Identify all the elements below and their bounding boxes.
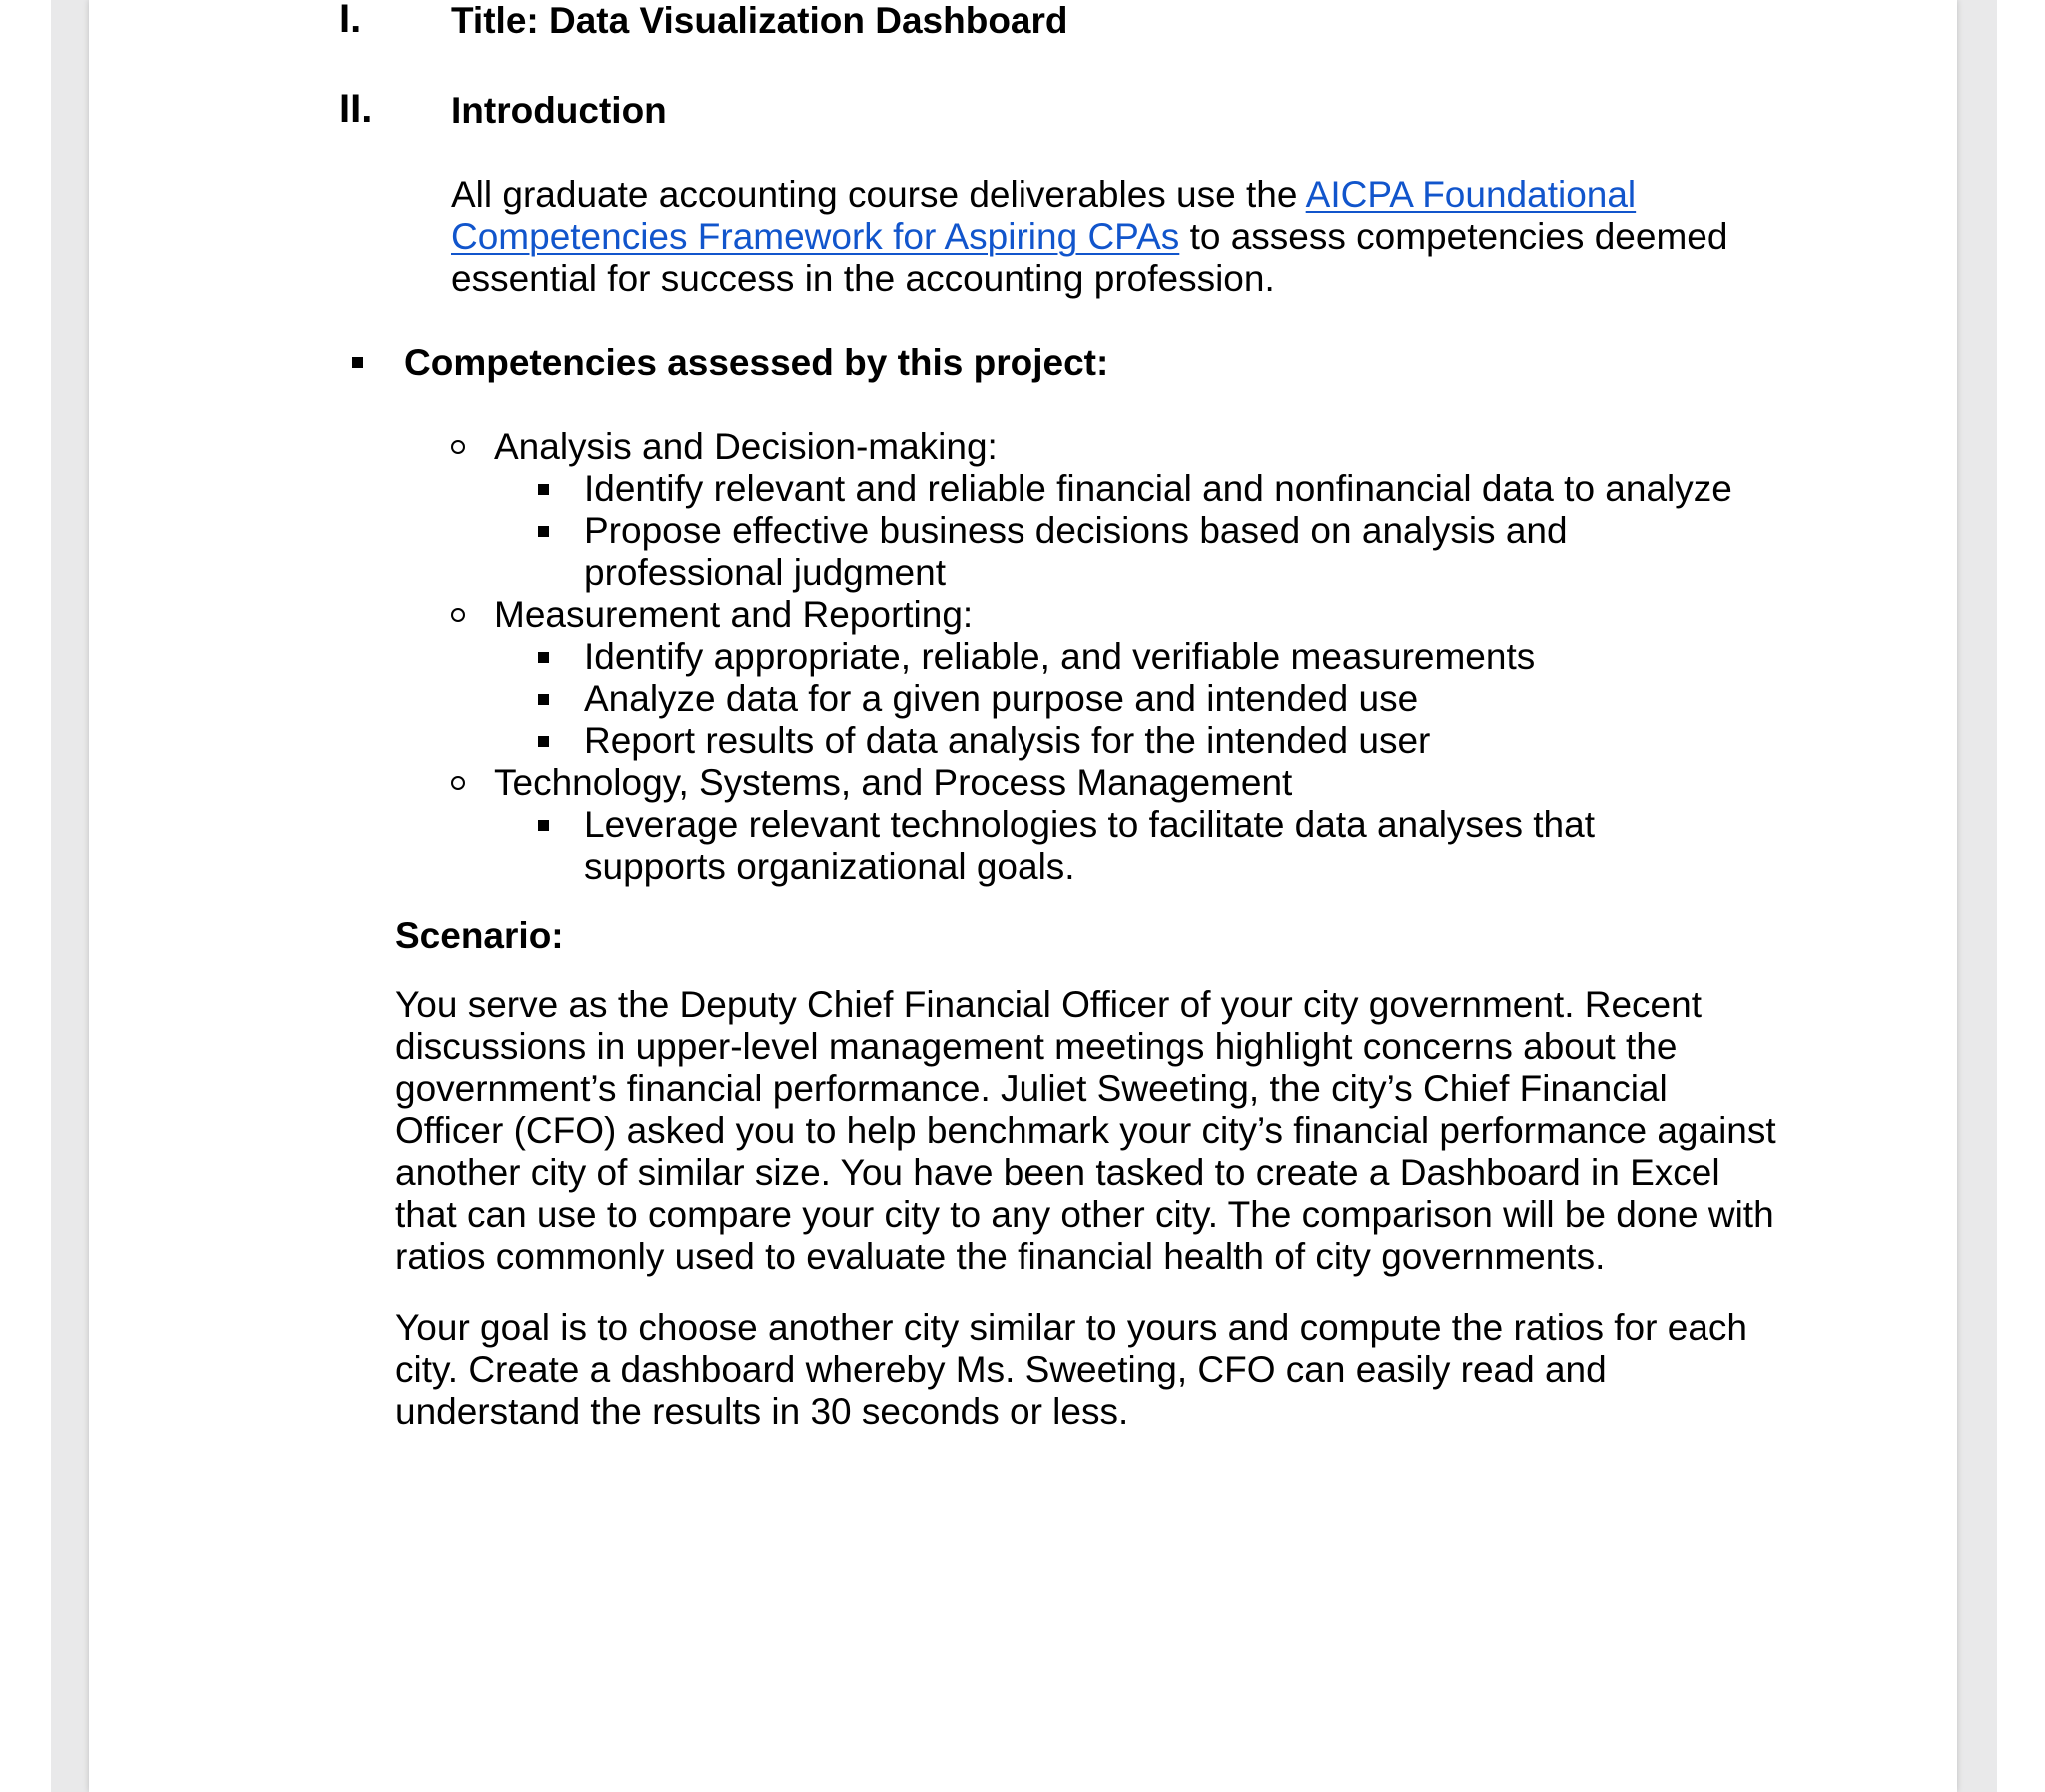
square-bullet-icon	[538, 694, 549, 705]
competencies-heading: Competencies assessed by this project:	[404, 342, 1109, 383]
heading-introduction: Introduction	[451, 90, 667, 131]
goal-line: Your goal is to choose another city similar to yours and compute the ratios for each	[395, 1307, 1747, 1348]
scenario-line: You serve as the Deputy Chief Financial Officer of your city government. Recent	[395, 984, 1702, 1025]
competency-item-cont: supports organizational goals.	[584, 846, 1075, 887]
scenario-line: that can use to compare your city to any other city. The comparison will be done with	[395, 1194, 1774, 1235]
competency-item: Analyze data for a given purpose and intended use	[584, 678, 1419, 719]
competency-item: Report results of data analysis for the intended user	[584, 720, 1431, 761]
square-bullet-icon	[538, 652, 549, 663]
competency-title: Technology, Systems, and Process Management	[494, 762, 1293, 803]
square-bullet-icon	[538, 736, 549, 747]
scenario-line: Officer (CFO) asked you to help benchmark your city’s financial performance against	[395, 1110, 1776, 1151]
intro-line-2	[451, 216, 1727, 258]
heading-2-numeral: II.	[340, 87, 373, 131]
competency-item-cont: professional judgment	[584, 552, 946, 593]
heading-1-numeral: I.	[340, 0, 362, 41]
square-bullet-icon	[538, 526, 549, 537]
intro-line-1	[451, 174, 1636, 216]
heading-title: Title: Data Visualization Dashboard	[451, 0, 1068, 41]
document-page[interactable]	[89, 0, 1957, 1792]
scenario-line: another city of similar size. You have been tasked to create a Dashboard in Excel	[395, 1152, 1720, 1193]
square-bullet-icon	[538, 484, 549, 495]
intro-text-before-link: All graduate accounting course deliverables use the	[451, 174, 1306, 215]
aicpa-framework-link[interactable]: AICPA Foundational	[1305, 174, 1637, 215]
goal-line: city. Create a dashboard whereby Ms. Sweeting, CFO can easily read and	[395, 1349, 1607, 1390]
goal-line: understand the results in 30 seconds or less.	[395, 1391, 1129, 1432]
square-bullet-icon	[352, 357, 363, 368]
intro-text-after-link: to assess competencies deemed	[1179, 216, 1728, 257]
circle-bullet-icon	[451, 608, 465, 622]
circle-bullet-icon	[451, 776, 465, 790]
scenario-line: government’s financial performance. Juliet Sweeting, the city’s Chief Financial	[395, 1068, 1668, 1109]
intro-line-3: essential for success in the accounting profession.	[451, 258, 1275, 299]
competency-item: Identify appropriate, reliable, and verifiable measurements	[584, 636, 1536, 677]
competency-item: Leverage relevant technologies to facilitate data analyses that	[584, 804, 1595, 845]
square-bullet-icon	[538, 820, 549, 831]
competency-title: Measurement and Reporting:	[494, 594, 974, 635]
scenario-line: discussions in upper-level management meetings highlight concerns about the	[395, 1026, 1678, 1067]
competency-item: Propose effective business decisions based on analysis and	[584, 510, 1568, 551]
circle-bullet-icon	[451, 440, 465, 454]
left-gutter	[0, 0, 51, 1792]
scenario-line: ratios commonly used to evaluate the financial health of city governments.	[395, 1236, 1606, 1277]
scenario-heading: Scenario:	[395, 915, 564, 956]
competency-item: Identify relevant and reliable financial and nonfinancial data to analyze	[584, 468, 1732, 509]
aicpa-framework-link-cont[interactable]: Competencies Framework for Aspiring CPAs	[451, 216, 1180, 257]
competency-title: Analysis and Decision-making:	[494, 426, 998, 467]
